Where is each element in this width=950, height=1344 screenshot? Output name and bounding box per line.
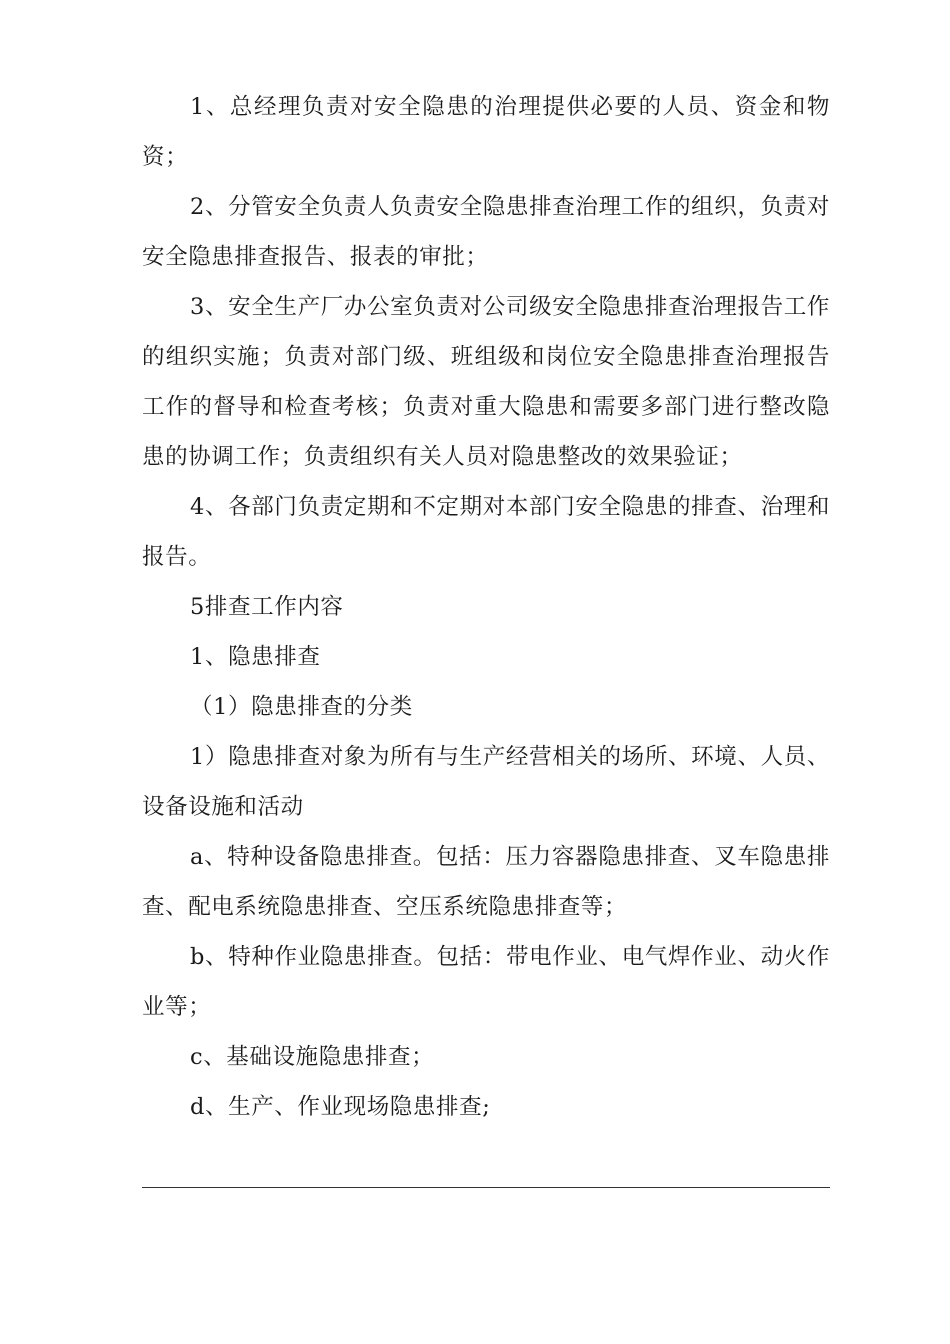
paragraph-1: 1、总经理负责对安全隐患的治理提供必要的人员、资金和物资； bbox=[142, 94, 830, 170]
paragraph-3: 3、安全生产厂办公室负责对公司级安全隐患排查治理报告工作的组织实施；负责对部门级、班组级和岗位安全隐患排查治理报告工作的督导和检查考核；负责对重大隐患和需要多部门进行整改隐患的协调工作；负责组织有关人员对隐患整改的效果验证； bbox=[142, 294, 830, 470]
footer-divider bbox=[142, 1187, 830, 1188]
paragraph-2: 2、分管安全负责人负责安全隐患排查治理工作的组织，负责对安全隐患排查报告、报表的审批； bbox=[142, 194, 830, 270]
item-b-special-operations: b、特种作业隐患排查。包括：带电作业、电气焊作业、动火作业等； bbox=[142, 944, 830, 1020]
subheading-classification: （1）隐患排查的分类 bbox=[190, 694, 413, 720]
paragraph-inspection-targets: 1）隐患排查对象为所有与生产经营相关的场所、环境、人员、设备设施和活动 bbox=[142, 744, 830, 820]
item-d-production-site: d、生产、作业现场隐患排查; bbox=[190, 1094, 491, 1120]
section-heading-5: 5排查工作内容 bbox=[190, 594, 344, 620]
item-a-special-equipment: a、特种设备隐患排查。包括：压力容器隐患排查、叉车隐患排查、配电系统隐患排查、空压系统隐患排查等； bbox=[142, 844, 830, 920]
item-c-infrastructure: c、基础设施隐患排查； bbox=[190, 1044, 435, 1070]
paragraph-4: 4、各部门负责定期和不定期对本部门安全隐患的排查、治理和报告。 bbox=[142, 494, 830, 570]
document-body bbox=[142, 82, 830, 1132]
subheading-hazard-inspection: 1、隐患排查 bbox=[190, 644, 321, 670]
